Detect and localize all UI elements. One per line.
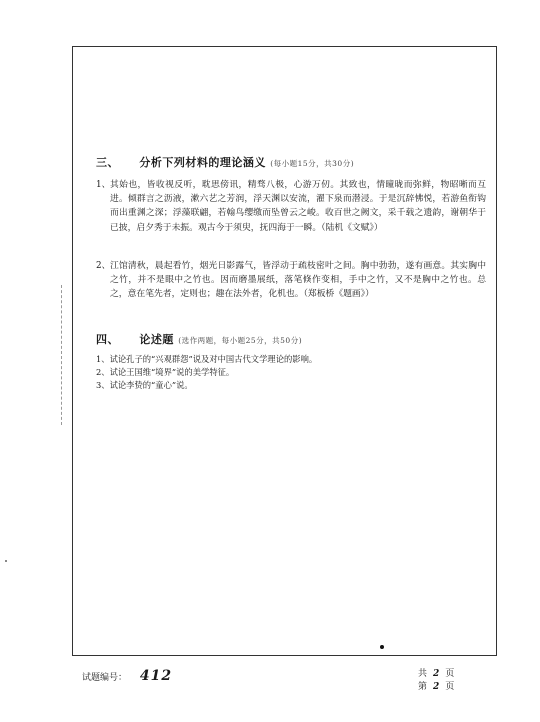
total-value: 2 bbox=[433, 669, 440, 679]
total-suffix: 页 bbox=[445, 669, 455, 679]
item-text: 江馆清秋，晨起看竹，烟光日影露气，皆浮动于疏枝密叶之间。胸中勃勃，遂有画意。其实胸中之竹，并不是眼中之竹也。因而磨墨展纸，落笔倏作变相，手中之竹，又不是胸中之竹也。总之，意在笔先者，定则也；趣在法外者，化机也。（郑板桥《题画》） bbox=[110, 260, 486, 300]
total-pages bbox=[418, 668, 454, 681]
section-title: 论述题 bbox=[139, 333, 174, 347]
ink-dot bbox=[380, 645, 384, 649]
page-counter bbox=[418, 668, 454, 694]
item-index: 1、 bbox=[96, 180, 111, 190]
page-value: 2 bbox=[433, 682, 440, 692]
section-note: (选作两题，每小题25分，共50分) bbox=[178, 336, 303, 346]
binding-line bbox=[61, 285, 63, 425]
total-prefix: 共 bbox=[418, 669, 428, 679]
exam-code-label: 试题编号： bbox=[82, 673, 128, 683]
essay-question: 2、试论王国维“境界”说的美学特征。 bbox=[96, 367, 235, 378]
section-note: (每小题15分，共30分) bbox=[270, 159, 355, 168]
page-suffix: 页 bbox=[445, 682, 455, 692]
material-item bbox=[96, 178, 486, 235]
exam-code bbox=[82, 668, 172, 684]
essay-question: 3、试论李贽的“童心”说。 bbox=[96, 380, 193, 391]
essay-question: 1、试论孔子的“兴观群怨”说及对中国古代文学理论的影响。 bbox=[96, 354, 318, 365]
section-3-heading bbox=[96, 154, 486, 170]
section-4-heading bbox=[96, 331, 486, 347]
page-prefix: 第 bbox=[418, 682, 428, 692]
section-title: 分析下列材料的理论涵义 bbox=[139, 156, 266, 169]
current-page bbox=[418, 681, 454, 694]
scan-speck bbox=[5, 560, 7, 562]
section-number: 三、 bbox=[96, 156, 119, 169]
item-text: 其始也，皆收视反听，耽思傍讯，精骛八极，心游万仞。其致也，情曈昽而弥鲜，物昭晰而互进。倾群言之沥液，漱六艺之芳润，浮天渊以安流，濯下泉而潜浸。于是沉辞怫悦，若游鱼衔钩而出重渊之深；浮藻联翩，若翰鸟缨缴而坠曾云之峻。收百世之阙文，采千载之遗韵，谢朝华于已披，启夕秀于未振。观古今于须臾，抚四海于一瞬。（陆机《文赋》） bbox=[110, 180, 486, 233]
exam-content bbox=[96, 154, 486, 392]
exam-code-value: 412 bbox=[139, 668, 173, 684]
material-item bbox=[96, 259, 486, 302]
item-index: 2、 bbox=[96, 260, 111, 271]
section-number: 四、 bbox=[96, 333, 119, 347]
